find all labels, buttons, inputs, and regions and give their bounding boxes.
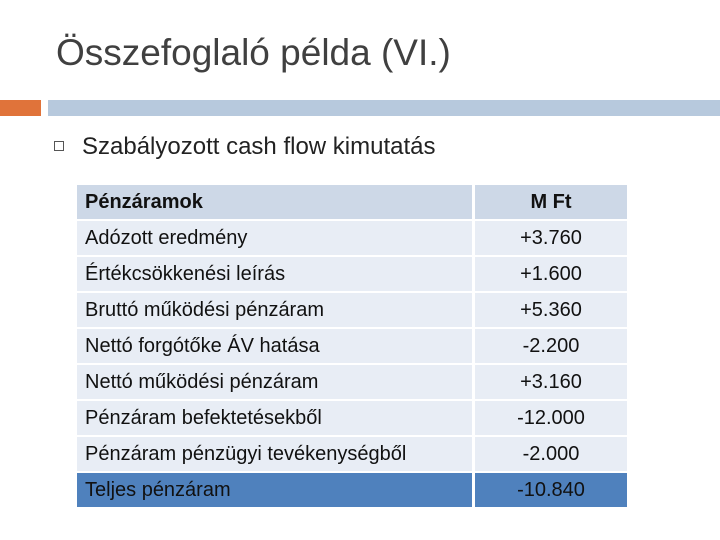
- cash-flow-table: [77, 185, 627, 509]
- row-value: -2.200: [475, 329, 627, 363]
- square-bullet-icon: [54, 141, 64, 151]
- table-total-row: [77, 473, 627, 509]
- header-value: M Ft: [475, 185, 627, 219]
- row-value: +5.360: [475, 293, 627, 327]
- header-label: Pénzáramok: [77, 185, 472, 219]
- bullet-text: Szabályozott cash flow kimutatás: [82, 133, 436, 160]
- row-value: +3.160: [475, 365, 627, 399]
- table-row: [77, 437, 627, 473]
- row-value: -12.000: [475, 401, 627, 435]
- row-value: -2.000: [475, 437, 627, 471]
- table-row: [77, 257, 627, 293]
- table-row: [77, 401, 627, 437]
- accent-bar-orange: [0, 100, 41, 116]
- table-row: [77, 365, 627, 401]
- row-label: Pénzáram befektetésekből: [77, 401, 472, 435]
- table-header-row: [77, 185, 627, 221]
- table-row: [77, 221, 627, 257]
- total-label: Teljes pénzáram: [77, 473, 472, 507]
- table-row: [77, 329, 627, 365]
- row-label: Nettó működési pénzáram: [77, 365, 472, 399]
- row-label: Bruttó működési pénzáram: [77, 293, 472, 327]
- table-row: [77, 293, 627, 329]
- accent-bar-blue: [48, 100, 720, 116]
- row-value: +3.760: [475, 221, 627, 255]
- row-label: Nettó forgótőke ÁV hatása: [77, 329, 472, 363]
- row-label: Adózott eredmény: [77, 221, 472, 255]
- row-label: Pénzáram pénzügyi tevékenységből: [77, 437, 472, 471]
- row-label: Értékcsökkenési leírás: [77, 257, 472, 291]
- row-value: +1.600: [475, 257, 627, 291]
- total-value: -10.840: [475, 473, 627, 507]
- slide-title: Összefoglaló példa (VI.): [56, 32, 451, 73]
